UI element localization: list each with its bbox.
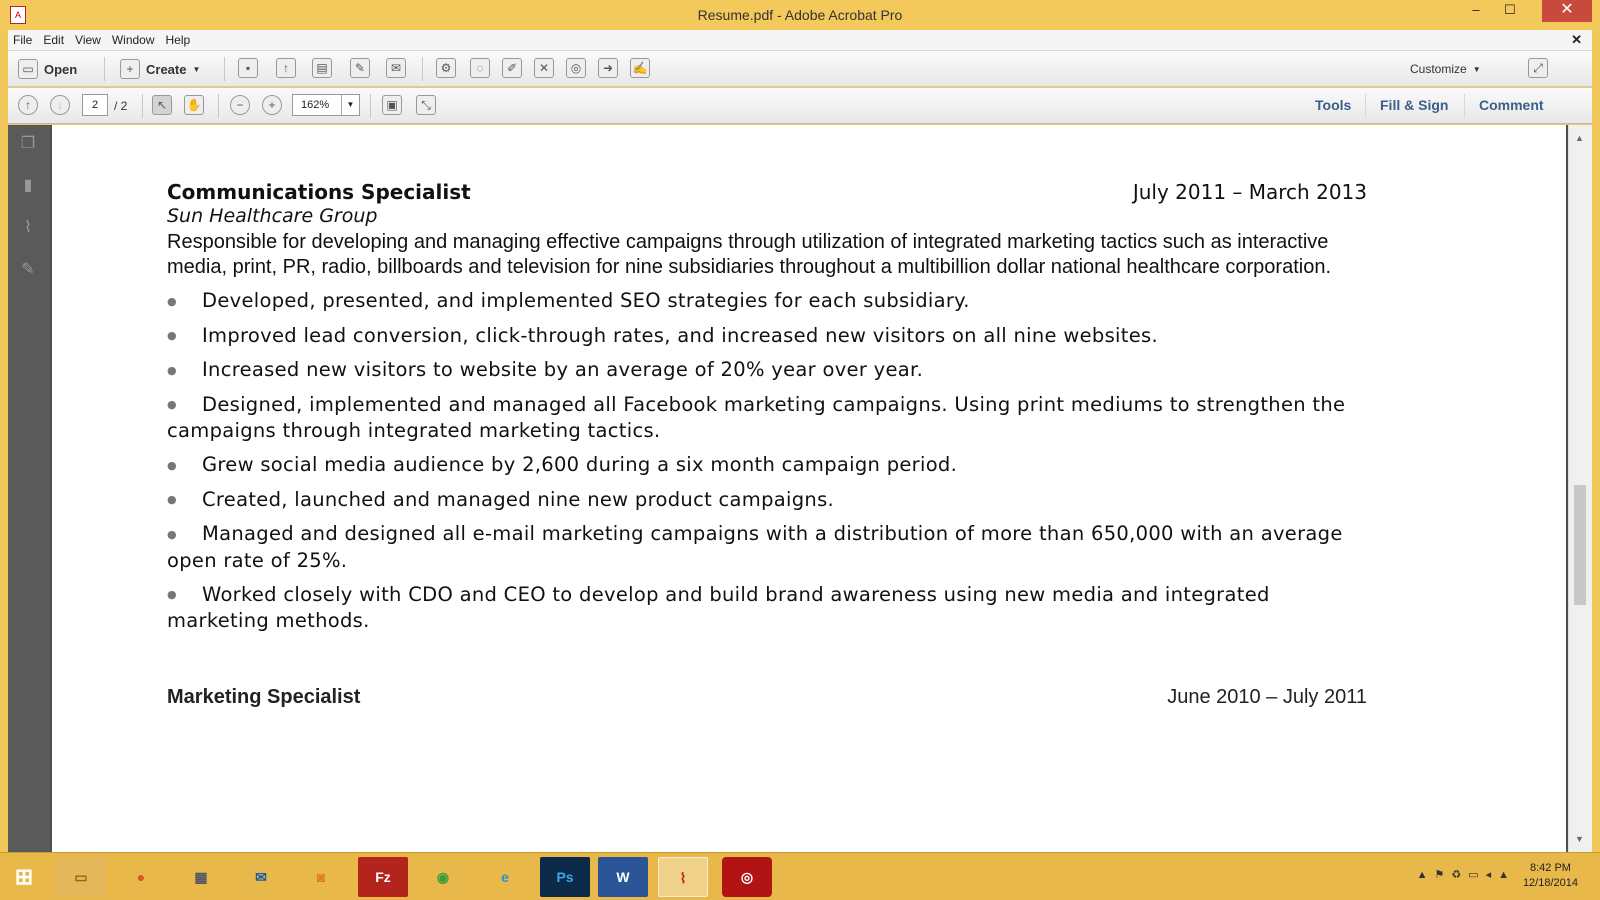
fit-page-icon[interactable]: ▣ — [382, 95, 402, 115]
window-title: Resume.pdf - Adobe Acrobat Pro — [697, 7, 903, 23]
bullet-icon: ● — [167, 329, 177, 342]
chevron-down-icon[interactable]: ▼ — [341, 95, 359, 115]
menu-window[interactable]: Window — [111, 33, 155, 47]
select-cursor-icon[interactable]: ↖ — [152, 95, 172, 115]
minimize-button[interactable]: – — [1472, 2, 1480, 17]
start-button-icon[interactable]: ⊞ — [14, 864, 34, 889]
acrobat-app-icon[interactable]: A — [10, 6, 26, 24]
taskbar — [0, 852, 1600, 900]
settings-icon[interactable]: ⚙ — [436, 58, 456, 78]
bullet-icon: ● — [167, 588, 177, 601]
bullet-icon: ● — [167, 398, 177, 411]
menu-help[interactable]: Help — [165, 33, 191, 47]
bullet-icon: ● — [167, 294, 177, 308]
acrobat-taskbar-icon[interactable]: ⌇ — [658, 857, 708, 897]
list-item: ● Created, launched and managed nine new product campaigns. — [167, 487, 1367, 514]
job-title: Communications Specialist — [167, 180, 471, 204]
print-icon[interactable]: ▤ — [312, 58, 332, 78]
page-thumbnails-icon[interactable]: ❐ — [20, 135, 36, 152]
job-header — [167, 180, 1367, 205]
list-item: ● Grew social media audience by 2,600 during a six month campaign period. — [167, 452, 1367, 479]
page-number-input[interactable]: 2 — [82, 94, 108, 116]
chevron-down-icon: ▼ — [1472, 64, 1481, 74]
highlight-icon[interactable]: ✐ — [502, 58, 522, 78]
hand-tool-icon[interactable]: ✋ — [184, 95, 204, 115]
chrome-icon[interactable]: ◉ — [436, 869, 450, 885]
create-button[interactable]: + Create ▼ — [120, 58, 200, 80]
open-button[interactable]: ▭ Open — [18, 58, 77, 80]
remove-icon[interactable]: ✕ — [534, 58, 554, 78]
folder-icon: ▭ — [18, 59, 38, 79]
export-icon[interactable]: ➜ — [598, 58, 618, 78]
save-icon[interactable]: ▪ — [238, 58, 258, 78]
mail-icon[interactable]: ✉ — [255, 869, 267, 885]
zoom-level-select[interactable]: 162% ▼ — [292, 94, 360, 116]
zoom-out-icon[interactable]: − — [230, 95, 250, 115]
clock[interactable]: 8:42 PM 12/18/2014 — [1522, 862, 1578, 889]
comment-bubble-icon[interactable]: ◌ — [470, 58, 490, 78]
firefox-icon[interactable]: ● — [136, 869, 146, 885]
list-item: ● Worked closely with CDO and CEO to develop and build brand awareness using new media and integrated marketing methods. — [167, 582, 1270, 632]
bookmark-icon[interactable]: ▮ — [23, 177, 33, 194]
photoshop-icon[interactable]: Ps — [540, 857, 590, 897]
attachment-icon[interactable]: ⌇ — [24, 219, 32, 236]
list-item: ● Developed, presented, and implemented SEO strategies for each subsidiary. — [167, 288, 1367, 315]
fit-width-icon[interactable]: ⤡ — [416, 95, 436, 115]
word-icon[interactable]: W — [598, 857, 648, 897]
filezilla-icon[interactable]: Fz — [358, 857, 408, 897]
internet-explorer-icon[interactable]: e — [501, 869, 509, 885]
create-pdf-icon: + — [120, 59, 140, 79]
review-icon[interactable]: ◎ — [566, 58, 586, 78]
navigation-toolbar — [8, 88, 1592, 124]
vertical-scrollbar[interactable] — [1568, 125, 1592, 852]
comment-tab[interactable]: Comment — [1479, 97, 1544, 113]
customize-dropdown[interactable]: Customize ▼ — [1410, 62, 1481, 76]
creative-cloud-icon[interactable]: ◎ — [722, 857, 772, 897]
scroll-up-icon[interactable]: ▲ — [1575, 133, 1584, 143]
job-title: Marketing Specialist — [167, 686, 361, 708]
navigation-pane — [8, 125, 50, 852]
title-bar — [0, 0, 1600, 30]
next-page-icon[interactable]: ↓ — [50, 95, 70, 115]
zoom-in-icon[interactable]: + — [262, 95, 282, 115]
edit-icon[interactable]: ✎ — [350, 58, 370, 78]
menu-file[interactable]: File — [13, 33, 33, 47]
scrollbar-thumb[interactable] — [1574, 485, 1586, 605]
list-item: ● Increased new visitors to website by an average of 20% year over year. — [167, 357, 1367, 384]
main-toolbar — [8, 51, 1592, 87]
menu-bar — [8, 30, 1592, 51]
job-dates: June 2010 – July 2011 — [1167, 686, 1367, 708]
job-header — [167, 686, 1367, 711]
system-tray-icons[interactable]: ▲⚑♻▭◂▲ — [1416, 869, 1516, 881]
file-explorer-icon[interactable]: ▭ — [56, 857, 106, 897]
list-item: ● Improved lead conversion, click-through rates, and increased new visitors on all nine websites. — [167, 323, 1367, 350]
signatures-icon[interactable]: ✎ — [21, 261, 35, 278]
bullet-icon: ● — [167, 363, 177, 377]
bullet-icon: ● — [167, 527, 177, 541]
menu-view[interactable]: View — [75, 33, 101, 47]
email-icon[interactable]: ✉ — [386, 58, 406, 78]
bullet-icon: ● — [167, 493, 177, 506]
tools-tab[interactable]: Tools — [1315, 97, 1352, 113]
menu-edit[interactable]: Edit — [43, 33, 65, 47]
expand-icon[interactable]: ⤢ — [1528, 58, 1548, 78]
list-item: ● Managed and designed all e-mail marketing campaigns with a distribution of more than 650,000 with an average open rate of 25%. — [167, 522, 1343, 572]
scroll-down-icon[interactable]: ▼ — [1575, 834, 1584, 844]
list-item: ● Designed, implemented and managed all Facebook marketing campaigns. Using print mediums to strengthen the campaigns through integrated marketing tactics. — [167, 392, 1346, 442]
chevron-down-icon: ▼ — [192, 64, 201, 74]
job-description: Responsible for developing and managing effective campaigns through utilization of integrated marketing tactics such as interactive media, print, PR, radio, billboards and television for nine subsidiaries throughout a multibillion dollar national healthcare corporation. — [167, 231, 1331, 278]
job-dates: July 2011 – March 2013 — [1132, 180, 1367, 204]
close-button[interactable]: ✕ — [1542, 0, 1592, 22]
fill-sign-tab[interactable]: Fill & Sign — [1380, 97, 1449, 113]
bullet-icon: ● — [167, 458, 177, 472]
resume-content — [167, 180, 1367, 634]
sign-icon[interactable]: ✍ — [630, 58, 650, 78]
calculator-icon[interactable]: ▦ — [194, 869, 208, 885]
previous-page-icon[interactable]: ↑ — [18, 95, 38, 115]
close-document-button[interactable]: ✕ — [1571, 32, 1582, 47]
company-name: Sun Healthcare Group — [167, 205, 378, 227]
upload-cloud-icon[interactable]: ↑ — [276, 58, 296, 78]
page-total: / 2 — [114, 99, 128, 113]
outlook-icon[interactable]: ◙ — [316, 869, 326, 885]
maximize-button[interactable]: ☐ — [1504, 2, 1516, 17]
